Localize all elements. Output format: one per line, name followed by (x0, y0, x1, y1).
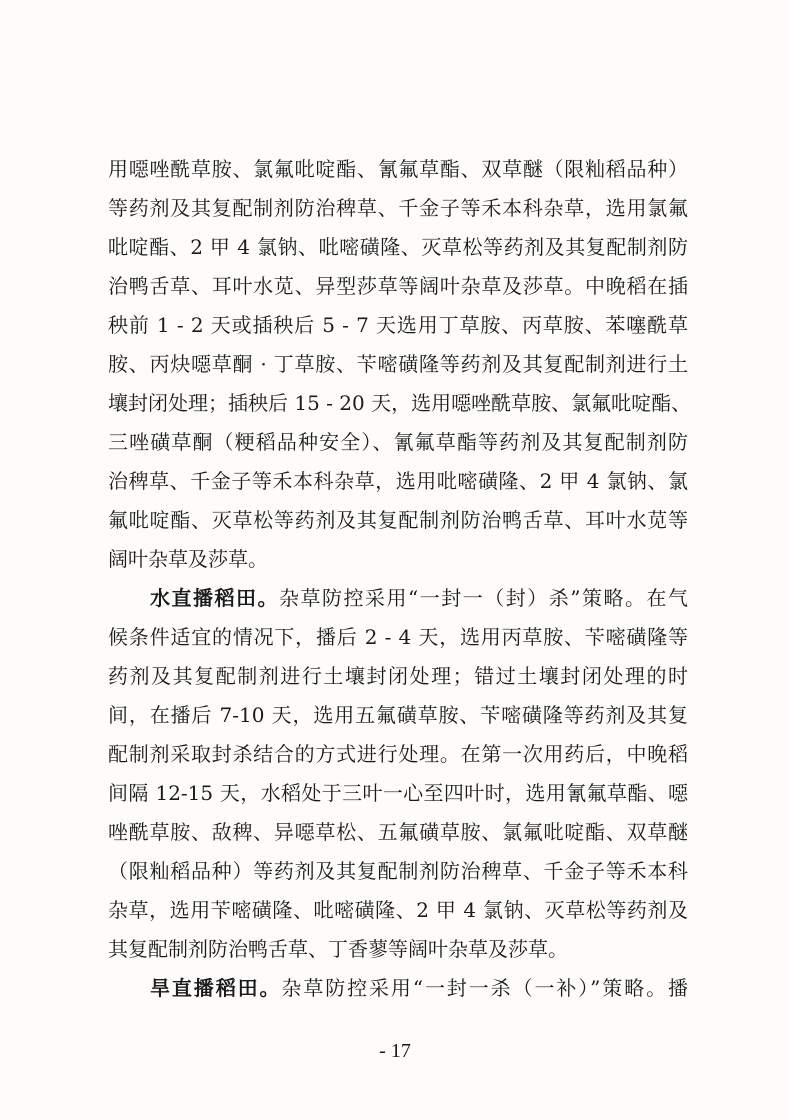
text-line: 间隔 12-15 天，水稻处于三叶一心至四叶时，选用氰氟草酯、噁 (108, 781, 688, 805)
text-line: 候条件适宜的情况下，播后 2 - 4 天，选用丙草胺、苄嘧磺隆等 (108, 625, 688, 649)
text-line: 阔叶杂草及莎草。 (108, 547, 268, 571)
text-line: 其复配制剂防治鸭舌草、丁香蓼等阔叶杂草及莎草。 (108, 937, 568, 961)
text-line: 壤封闭处理；插秧后 15 - 20 天，选用噁唑酰草胺、氯氟吡啶酯、 (108, 391, 692, 415)
document-body (108, 150, 692, 1008)
text-line: 治鸭舌草、耳叶水苋、异型莎草等阔叶杂草及莎草。中晚稻在插 (108, 274, 688, 298)
text-line: 药剂及其复配制剂进行土壤封闭处理；错过土壤封闭处理的时 (108, 664, 688, 688)
text-line: 治稗草、千金子等禾本科杂草，选用吡嘧磺隆、2 甲 4 氯钠、氯 (108, 469, 688, 493)
text-line: （限籼稻品种）等药剂及其复配制剂防治稗草、千金子等禾本科 (108, 859, 688, 883)
paragraph-transplanted-rice (108, 150, 692, 579)
text-line: 杂草，选用苄嘧磺隆、吡嘧磺隆、2 甲 4 氯钠、灭草松等药剂及 (108, 898, 688, 922)
text-line: 秧前 1 - 2 天或插秧后 5 - 7 天选用丁草胺、丙草胺、苯噻酰草 (108, 313, 688, 337)
paragraph-first-line (108, 579, 688, 618)
section-heading: 水直播稻田。 (150, 586, 280, 610)
section-heading: 旱直播稻田。 (150, 976, 282, 1000)
page-number: - 17 (379, 1040, 411, 1062)
text-line: 唑酰草胺、敌稗、异噁草松、五氟磺草胺、氯氟吡啶酯、双草醚 (108, 820, 688, 844)
text-line: 间，在播后 7-10 天，选用五氟磺草胺、苄嘧磺隆等药剂及其复 (108, 703, 688, 727)
text-line: 胺、丙炔噁草酮 · 丁草胺、苄嘧磺隆等药剂及其复配制剂进行土 (108, 352, 688, 376)
text-line: 等药剂及其复配制剂防治稗草、千金子等禾本科杂草，选用氯氟 (108, 196, 688, 220)
text-line: 氟吡啶酯、灭草松等药剂及其复配制剂防治鸭舌草、耳叶水苋等 (108, 508, 688, 532)
paragraph-first-line (108, 969, 688, 1008)
paragraph-dry-direct-seeding (108, 969, 688, 1008)
text-line: 配制剂采取封杀结合的方式进行处理。在第一次用药后，中晚稻 (108, 742, 688, 766)
text-run: 杂草防控采用“一封一杀（一补）”策略。播 (281, 976, 689, 1000)
paragraph-water-direct-seeding (108, 579, 688, 969)
text-run: 杂草防控采用“一封一（封）杀”策略。在气 (279, 586, 689, 610)
text-line: 用噁唑酰草胺、氯氟吡啶酯、氰氟草酯、双草醚（限籼稻品种） (108, 157, 688, 181)
text-line: 三唑磺草酮（粳稻品种安全）、氰氟草酯等药剂及其复配制剂防 (108, 430, 688, 454)
text-line: 吡啶酯、2 甲 4 氯钠、吡嘧磺隆、灭草松等药剂及其复配制剂防 (108, 235, 688, 259)
